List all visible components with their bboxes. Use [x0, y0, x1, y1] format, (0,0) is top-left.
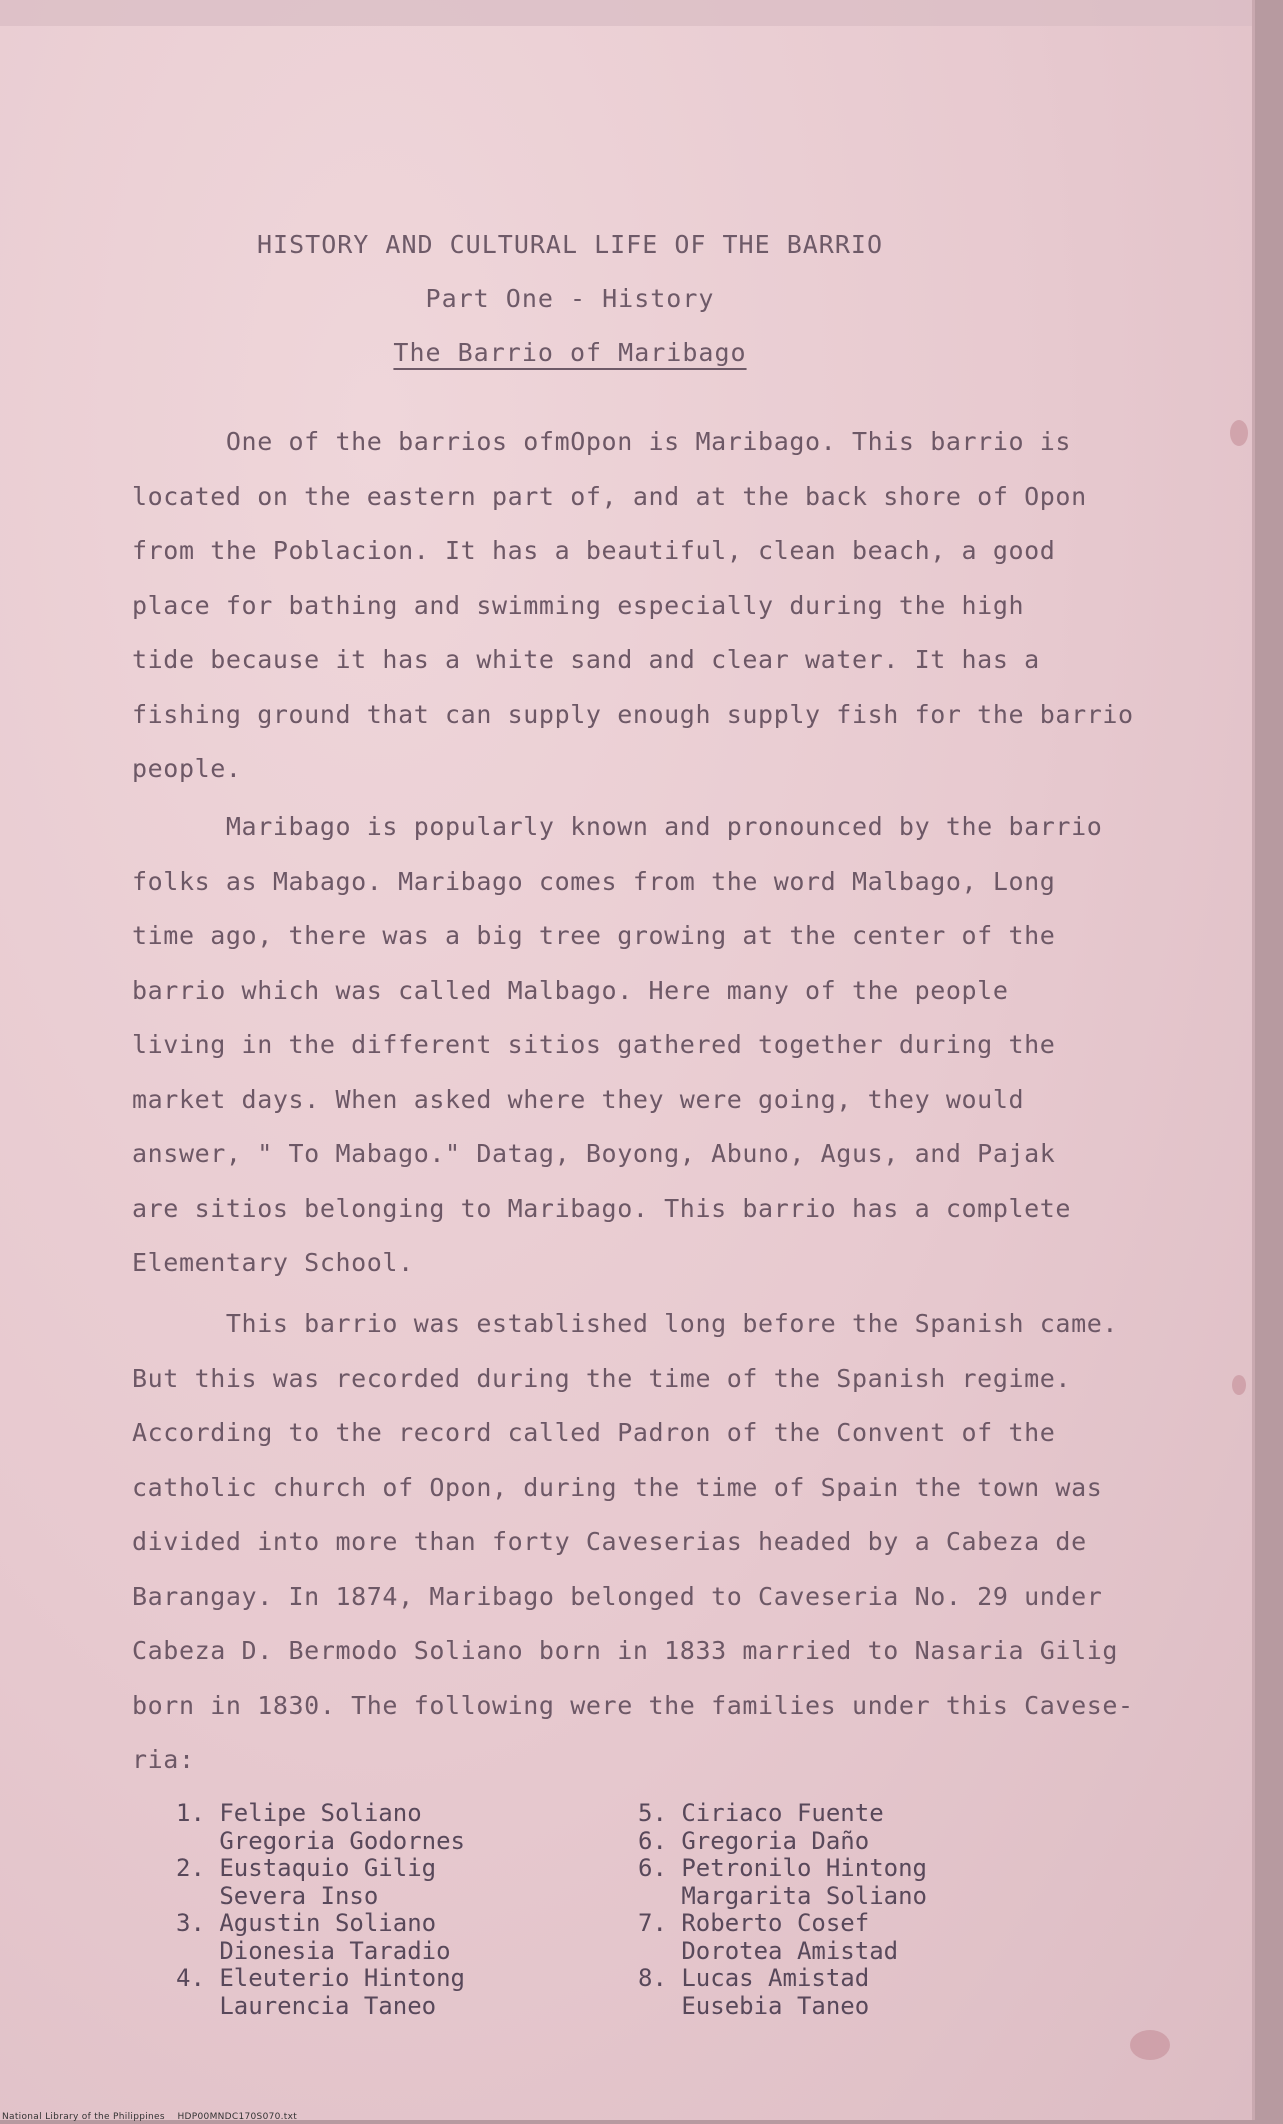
scan-footer: National Library of the Philippines HDP00MNDC170S070.txt: [2, 2112, 298, 2122]
subtitle-text: The Barrio of Maribago: [393, 338, 747, 367]
paper-stain: [1130, 2030, 1170, 2060]
paragraph-3: This barrio was established long before the Spanish came. But this was recorded during the time of the Spanish regime. According to the record called Padron of the Convent of the catholic church of Opon, during the time of Spain the town was divided into more than forty Caveserias headed by a Cabeza de Barangay. In 1874, Maribago belonged to Caveseria No. 29 under Cabeza D. Bermodo Soliano born in 1833 married to Nasaria Gilig born in 1830. The following were the families under this Cavese- ria:: [132, 1309, 1134, 1774]
paragraph-2: Maribago is popularly known and pronounced by the barrio folks as Mabago. Maribago comes from the word Malbago, Long time ago, there was a big tree growing at the center of the barrio which was called Malbago. Here many of the people living in the different sitios gathered together during the market days. When asked where they were going, they would answer, " To Mabago." Datag, Boyong, Abuno, Agus, and Pajak are sitios belonging to Maribago. This barrio has a complete Elementary School.: [132, 812, 1103, 1277]
paragraph-1: One of the barrios ofmOpon is Maribago. This barrio is located on the eastern part of, and at the back shore of Opon from the Poblacion. It has a beautiful, clean beach, a good place for bathing and swimming especially during the high tide because it has a white sand and clear water. It has a fishing ground that can supply enough supply fish for the barrio people.: [132, 427, 1134, 783]
families-list-left: 1. Felipe Soliano Gregoria Godornes 2. Eustaquio Gilig Severa Inso 3. Agustin Soliano Dionesia Taradio 4. Eleuterio Hintong Laurencia Taneo: [176, 1799, 465, 2020]
page-top-edge: [0, 0, 1252, 26]
paper-stain: [1232, 1375, 1246, 1395]
document-part: Part One - History: [425, 284, 715, 313]
paper-stain: [1230, 420, 1248, 446]
document-title: HISTORY AND CULTURAL LIFE OF THE BARRIO: [257, 230, 883, 259]
families-list-right: 5. Ciriaco Fuente 6. Gregoria Daño 6. Petronilo Hintong Margarita Soliano 7. Roberto Cosef Dorotea Amistad 8. Lucas Amistad Eusebia Taneo: [638, 1799, 927, 2020]
document-subtitle: [0, 338, 1140, 367]
